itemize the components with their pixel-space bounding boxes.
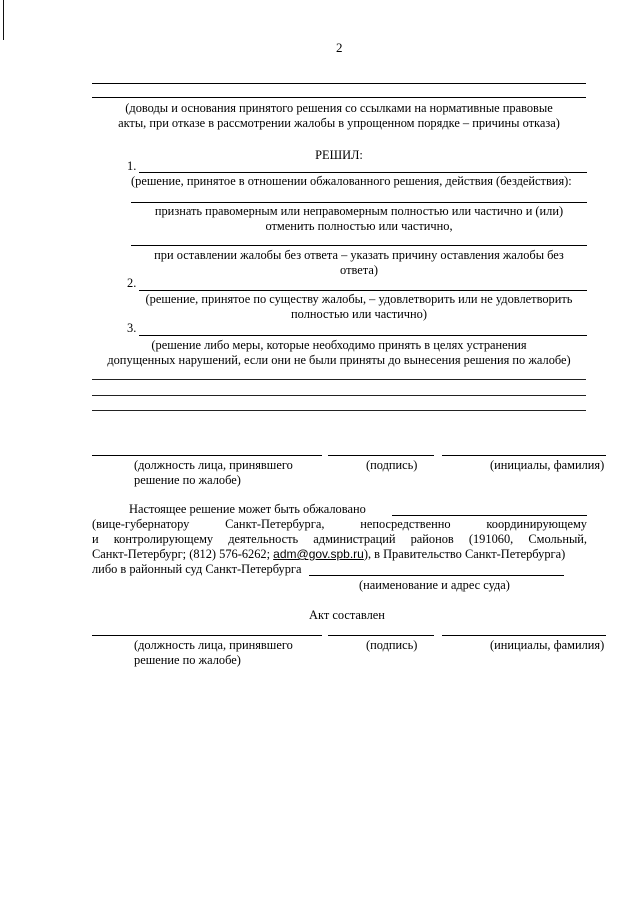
item-2-number: 2. [127,276,137,290]
blank-line [92,395,586,396]
signature-position-caption-line1: (должность лица, принявшего [134,638,293,652]
item-2-caption-line2: полностью или частично) [291,307,427,321]
blank-line [131,202,587,203]
signature-line-signature [328,455,434,456]
page-number: 2 [336,40,343,55]
blank-line [139,335,587,336]
blank-line [392,515,587,516]
blank-line [139,172,587,173]
item-2-caption-line1: (решение, принятое по существу жалобы, – удовлетворить или не удовлетворить [145,292,573,306]
item-1-sub2-line2: ответа) [340,263,378,277]
appeal-line-2: (вице-губернатору Санкт-Петербурга, непосредственно координирующему [92,517,587,531]
blank-line [92,410,586,411]
signature-line-initials [442,635,606,636]
blank-line [92,379,586,380]
item-1-number: 1. [127,159,137,173]
appeal-line-5: либо в районный суд Санкт-Петербурга [92,562,302,576]
blank-line [309,575,564,576]
item-1-sub2-line1: при оставлении жалобы без ответа – указать причину оставления жалобы без [154,248,564,262]
email-link[interactable]: adm@gov.spb.ru [273,547,364,561]
signature-position-caption-line1: (должность лица, принявшего [134,458,293,472]
grounds-caption-line1: (доводы и основания принятого решения со ссылками на нормативные правовые [125,101,553,115]
appeal-line-4: Санкт-Петербург; (812) 576-6262; adm@gov.spb.ru), в Правительство Санкт-Петербурга) [92,547,566,561]
signature-caption: (подпись) [366,458,418,472]
scan-edge-mark [3,0,4,40]
initials-caption: (инициалы, фамилия) [490,458,605,472]
blank-line [139,290,587,291]
item-1-sub1-line1: признать правомерным или неправомерным полностью или частично и (или) [154,204,564,218]
blank-line [92,97,586,98]
signature-line-signature [328,635,434,636]
grounds-caption-line2: акты, при отказе в рассмотрении жалобы в упрощенном порядке – причины отказа) [118,116,560,130]
decided-heading: РЕШИЛ: [315,148,363,162]
item-3-caption-line1: (решение либо меры, которые необходимо принять в целях устранения [151,338,527,352]
signature-caption: (подпись) [366,638,418,652]
act-heading: Акт составлен [309,608,385,622]
item-3-number: 3. [127,321,137,335]
signature-position-caption-line2: решение по жалобе) [134,473,241,487]
court-caption: (наименование и адрес суда) [359,578,510,592]
signature-line-position [92,635,322,636]
initials-caption: (инициалы, фамилия) [490,638,605,652]
signature-line-position [92,455,322,456]
blank-line [131,245,587,246]
signature-position-caption-line2: решение по жалобе) [134,653,241,667]
appeal-line-3: и контролирующему деятельность администраций районов (191060, Смольный, [92,532,588,546]
item-1-caption: (решение, принятое в отношении обжалованного решения, действия (бездействия): [131,174,572,188]
signature-line-initials [442,455,606,456]
item-1-sub1-line2: отменить полностью или частично, [265,219,453,233]
appeal-intro: Настоящее решение может быть обжаловано [129,502,366,516]
item-3-caption-line2: допущенных нарушений, если они не были приняты до вынесения решения по жалобе) [107,353,571,367]
blank-line [92,83,586,84]
